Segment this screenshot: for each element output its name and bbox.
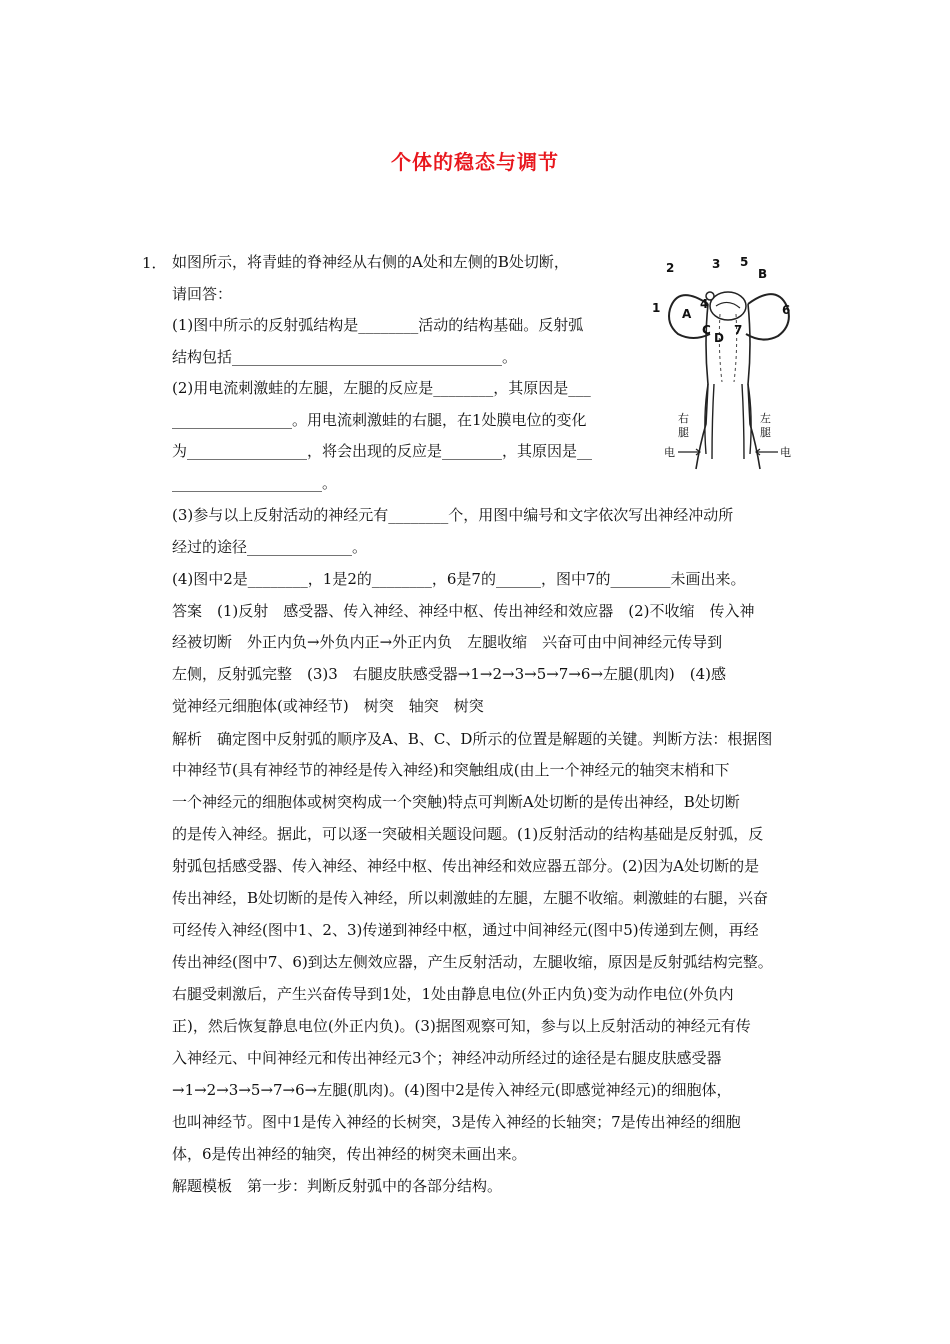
text-line: 正)，然后恢复静息电位(外正内负)。(3)据图观察可知，参与以上反射活动的神经元有传 — [172, 1017, 751, 1035]
text-line: 解题模板 第一步：判断反射弧中的各部分结构。 — [172, 1177, 503, 1195]
text-line: 答案 (1)反射 感受器、传入神经、神经中枢、传出神经和效应器 (2)不收缩 传入神 — [172, 602, 755, 620]
text-line: ________________。用电流刺激蛙的右腿，在1处膜电位的变化 — [172, 411, 587, 429]
label-B: B — [758, 267, 768, 281]
right-leg-label-1: 右 — [678, 412, 689, 425]
label-6: 6 — [782, 303, 791, 317]
text-line: 右腿受刺激后，产生兴奋传导到1处，1处由静息电位(外正内负)变为动作电位(外负内 — [172, 985, 734, 1003]
left-leg-label-2: 腿 — [760, 426, 771, 439]
question-number: 1． — [142, 254, 167, 272]
label-5: 5 — [740, 255, 749, 269]
interneuron — [716, 302, 740, 308]
text-line: (1)图中所示的反射弧结构是________活动的结构基础。反射弧 — [172, 316, 584, 334]
text-line: 入神经元、中间神经元和传出神经元3个；神经冲动所经过的途径是右腿皮肤感受器 — [172, 1049, 722, 1067]
label-1: 1 — [652, 301, 661, 315]
text-line: 结构包括____________________________________。 — [172, 348, 518, 366]
right-electric-label: 电 — [664, 446, 675, 459]
right-leg-label-2: 腿 — [678, 426, 689, 439]
text-line: 请回答： — [172, 285, 233, 303]
label-7: 7 — [734, 323, 743, 337]
text-line: →1→2→3→5→7→6→左腿(肌肉)。(4)图中2是传入神经元(即感觉神经元)的细胞体， — [172, 1081, 732, 1099]
text-line: (3)参与以上反射活动的神经元有________个，用图中编号和文字依次写出神经冲动所 — [172, 506, 734, 524]
label-A: A — [682, 307, 692, 321]
left-electric-label: 电 — [780, 446, 791, 459]
right-electric-arrow — [678, 449, 700, 455]
text-line: 中神经节(具有神经节的神经是传入神经)和突触组成(由上一个神经元的轴突末梢和下 — [172, 761, 730, 779]
text-line: 左侧，反射弧完整 (3)3 右腿皮肤感受器→1→2→3→5→7→6→左腿(肌肉) (4)感 — [172, 665, 726, 683]
text-line: 经被切断 外正内负→外负内正→外正内负 左腿收缩 兴奋可由中间神经元传导到 — [172, 633, 723, 651]
label-2: 2 — [666, 261, 675, 275]
text-line: 可经传入神经(图中1、2、3)传递到神经中枢，通过中间神经元(图中5)传递到左侧，再经 — [172, 921, 759, 939]
text-line: 如图所示，将青蛙的脊神经从右侧的A处和左侧的B处切断， — [172, 253, 569, 271]
label-3: 3 — [712, 257, 721, 271]
text-line: (4)图中2是________，1是2的________，6是7的______，图中7的________未画出来。 — [172, 570, 746, 588]
text-line: 也叫神经节。图中1是传入神经的长树突，3是传入神经的长轴突；7是传出神经的细胞 — [172, 1113, 741, 1131]
text-line: (2)用电流刺激蛙的左腿，左腿的反应是________，其原因是___ — [172, 379, 591, 397]
text-line: 经过的途径______________。 — [172, 538, 368, 556]
left-electric-arrow — [756, 449, 778, 455]
text-line: 射弧包括感受器、传入神经、神经中枢、传出神经和效应器五部分。(2)因为A处切断的是 — [172, 857, 760, 875]
text-line: 传出神经，B处切断的是传入神经，所以刺激蛙的左腿，左腿不收缩。刺激蛙的右腿，兴奋 — [172, 889, 769, 907]
label-4: 4 — [700, 297, 709, 311]
text-line: 体，6是传出神经的轴突，传出神经的树突未画出来。 — [172, 1145, 527, 1163]
text-line: 传出神经(图中7、6)到达左侧效应器，产生反射活动，左腿收缩，原因是反射弧结构完整。 — [172, 953, 773, 971]
page-title: 个体的稳态与调节 — [391, 150, 559, 174]
text-line: 的是传入神经。据此，可以逐一突破相关题设问题。(1)反射活动的结构基础是反射弧，反 — [172, 825, 764, 843]
label-C: C — [702, 323, 711, 337]
label-D: D — [714, 331, 724, 345]
text-line: ____________________。 — [172, 474, 338, 492]
frog-reflex-arc-diagram — [648, 254, 808, 476]
left-leg-label-1: 左 — [760, 412, 771, 425]
text-line: 一个神经元的细胞体或树突构成一个突触)特点可判断A处切断的是传出神经，B处切断 — [172, 793, 740, 811]
text-line: 解析 确定图中反射弧的顺序及A、B、C、D所示的位置是解题的关键。判断方法：根据图 — [172, 730, 773, 748]
text-line: 觉神经元细胞体(或神经节) 树突 轴突 树突 — [172, 697, 484, 715]
spinal-center — [710, 292, 746, 320]
text-line: 为________________，将会出现的反应是________，其原因是__ — [172, 442, 593, 460]
